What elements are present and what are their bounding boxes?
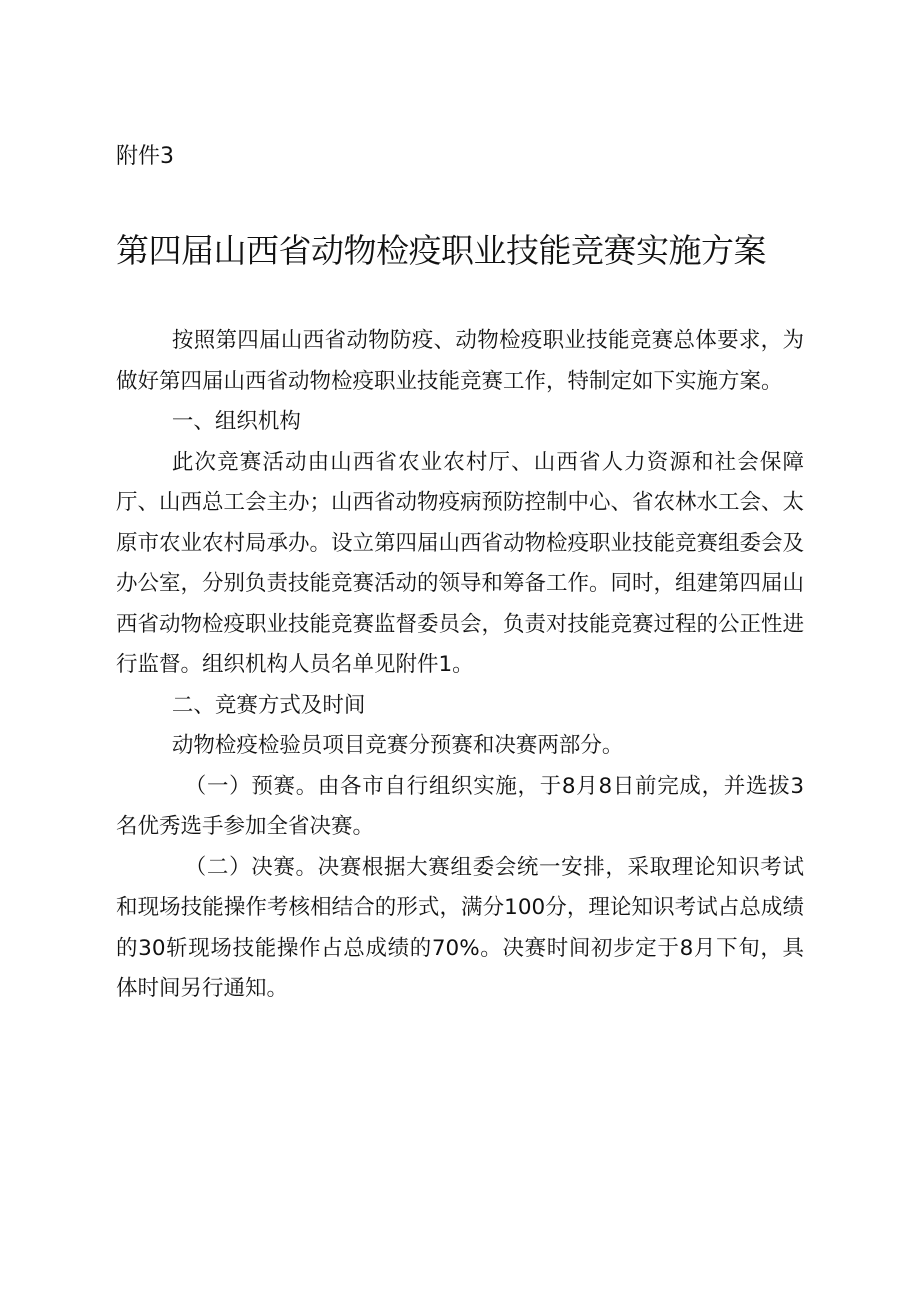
section-heading-organization: 一、组织机构 — [171, 409, 301, 434]
document-body — [116, 321, 804, 1010]
attachment-label: 附件3 — [116, 144, 174, 169]
competition-parts-paragraph: 动物检疫检验员项目竞赛分预赛和决赛两部分。 — [171, 733, 624, 758]
intro-paragraph: 按照第四届山西省动物防疫、动物检疫职业技能竞赛总体要求，为做好第四届山西省动物检疫职业技能竞赛工作，特制定如下实施方案。 — [116, 328, 804, 394]
preliminary-paragraph: （一）预赛。由各市自行组织实施，于8月8日前完成，并选拔3名优秀选手参加全省决赛。 — [116, 773, 804, 839]
organization-paragraph: 此次竞赛活动由山西省农业农村厅、山西省人力资源和社会保障厅、山西总工会主办；山西省动物疫病预防控制中心、省农林水工会、太原市农业农村局承办。设立第四届山西省动物检疫职业技能竞赛组委会及办公室，分别负责技能竞赛活动的领导和筹备工作。同时，组建第四届山西省动物检疫职业技能竞赛监督委员会，负责对技能竞赛过程的公正性进行监督。组织机构人员名单见附件1。 — [116, 449, 805, 677]
final-paragraph: （二）决赛。决赛根据大赛组委会统一安排，采取理论知识考试和现场技能操作考核相结合的形式，满分100分，理论知识考试占总成绩的30斩现场技能操作占总成绩的70%。决赛时间初步定于8月下旬，具体时间另行通知。 — [116, 854, 804, 1001]
section-heading-format-and-time: 二、竞赛方式及时间 — [171, 692, 366, 718]
document-title: 第四届山西省动物检疫职业技能竞赛实施方案 — [116, 231, 766, 270]
